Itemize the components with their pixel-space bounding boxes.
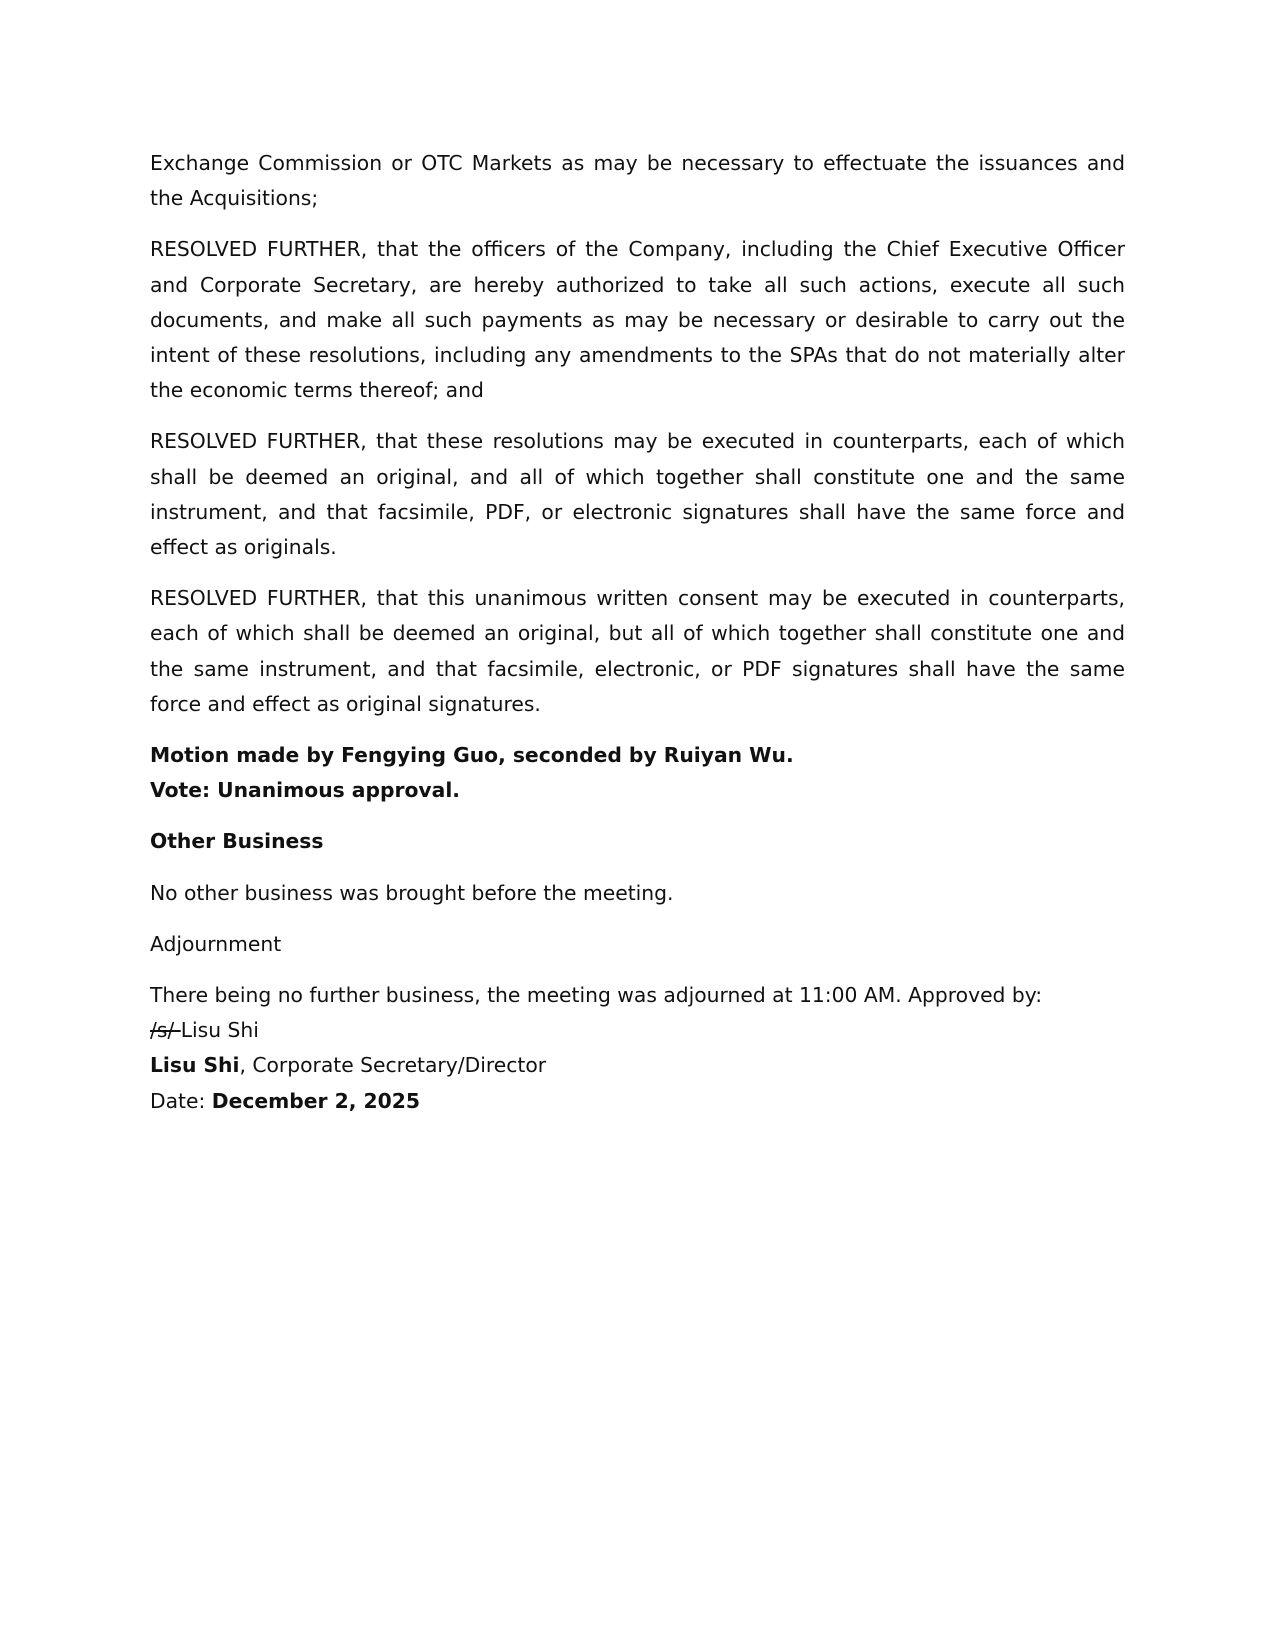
motion-vote: Vote: Unanimous approval. <box>150 778 460 803</box>
date-label: Date: <box>150 1088 212 1113</box>
signature-name: Lisu Shi <box>180 1018 259 1043</box>
other-business-heading: Other Business <box>150 829 324 854</box>
signer-line <box>150 1048 1125 1083</box>
adjournment-heading: Adjournment <box>150 931 282 956</box>
other-business-text: No other business was brought before the meeting. <box>150 880 674 905</box>
signer-title: , Corporate Secretary/Director <box>239 1053 547 1078</box>
date-line <box>150 1084 1125 1119</box>
signature-line <box>150 1013 1125 1048</box>
adjournment-block <box>150 978 1125 1119</box>
signature-prefix: /s/ <box>150 1018 181 1043</box>
paragraph-resolved-counterparts: RESOLVED FURTHER, that these resolutions may be executed in counterparts, each of which shall be deemed an original, and all of which together shall constitute one and the same instrument, and that facsimile, PDF, or electronic signatures shall have the same force and effect as originals. <box>150 429 1125 560</box>
paragraph-resolved-officers: RESOLVED FURTHER, that the officers of the Company, including the Chief Executive Officer and Corporate Secretary, are hereby authorized to take all such actions, execute all such documents, and make all such payments as may be necessary or desirable to carry out the intent of these resolutions, including any amendments to the SPAs that do not materially alter the economic terms thereof; and <box>150 237 1125 403</box>
motion-block <box>150 738 1125 808</box>
date-value: December 2, 2025 <box>211 1088 420 1113</box>
document-page <box>150 146 1125 1135</box>
signer-name: Lisu Shi <box>150 1053 240 1078</box>
paragraph-resolved-written-consent: RESOLVED FURTHER, that this unanimous written consent may be executed in counterparts, each of which shall be deemed an original, but all of which together shall constitute one and the same instrument, and that facsimile, electronic, or PDF signatures shall have the same force and effect as original signatures. <box>150 586 1125 716</box>
motion-made-by: Motion made by Fengying Guo, seconded by Ruiyan Wu. <box>150 743 794 768</box>
paragraph-exchange-commission: Exchange Commission or OTC Markets as may be necessary to effectuate the issuances and the Acquisitions; <box>150 151 1125 211</box>
adjournment-text: There being no further business, the meeting was adjourned at 11:00 AM. Approved by: <box>150 983 1043 1008</box>
